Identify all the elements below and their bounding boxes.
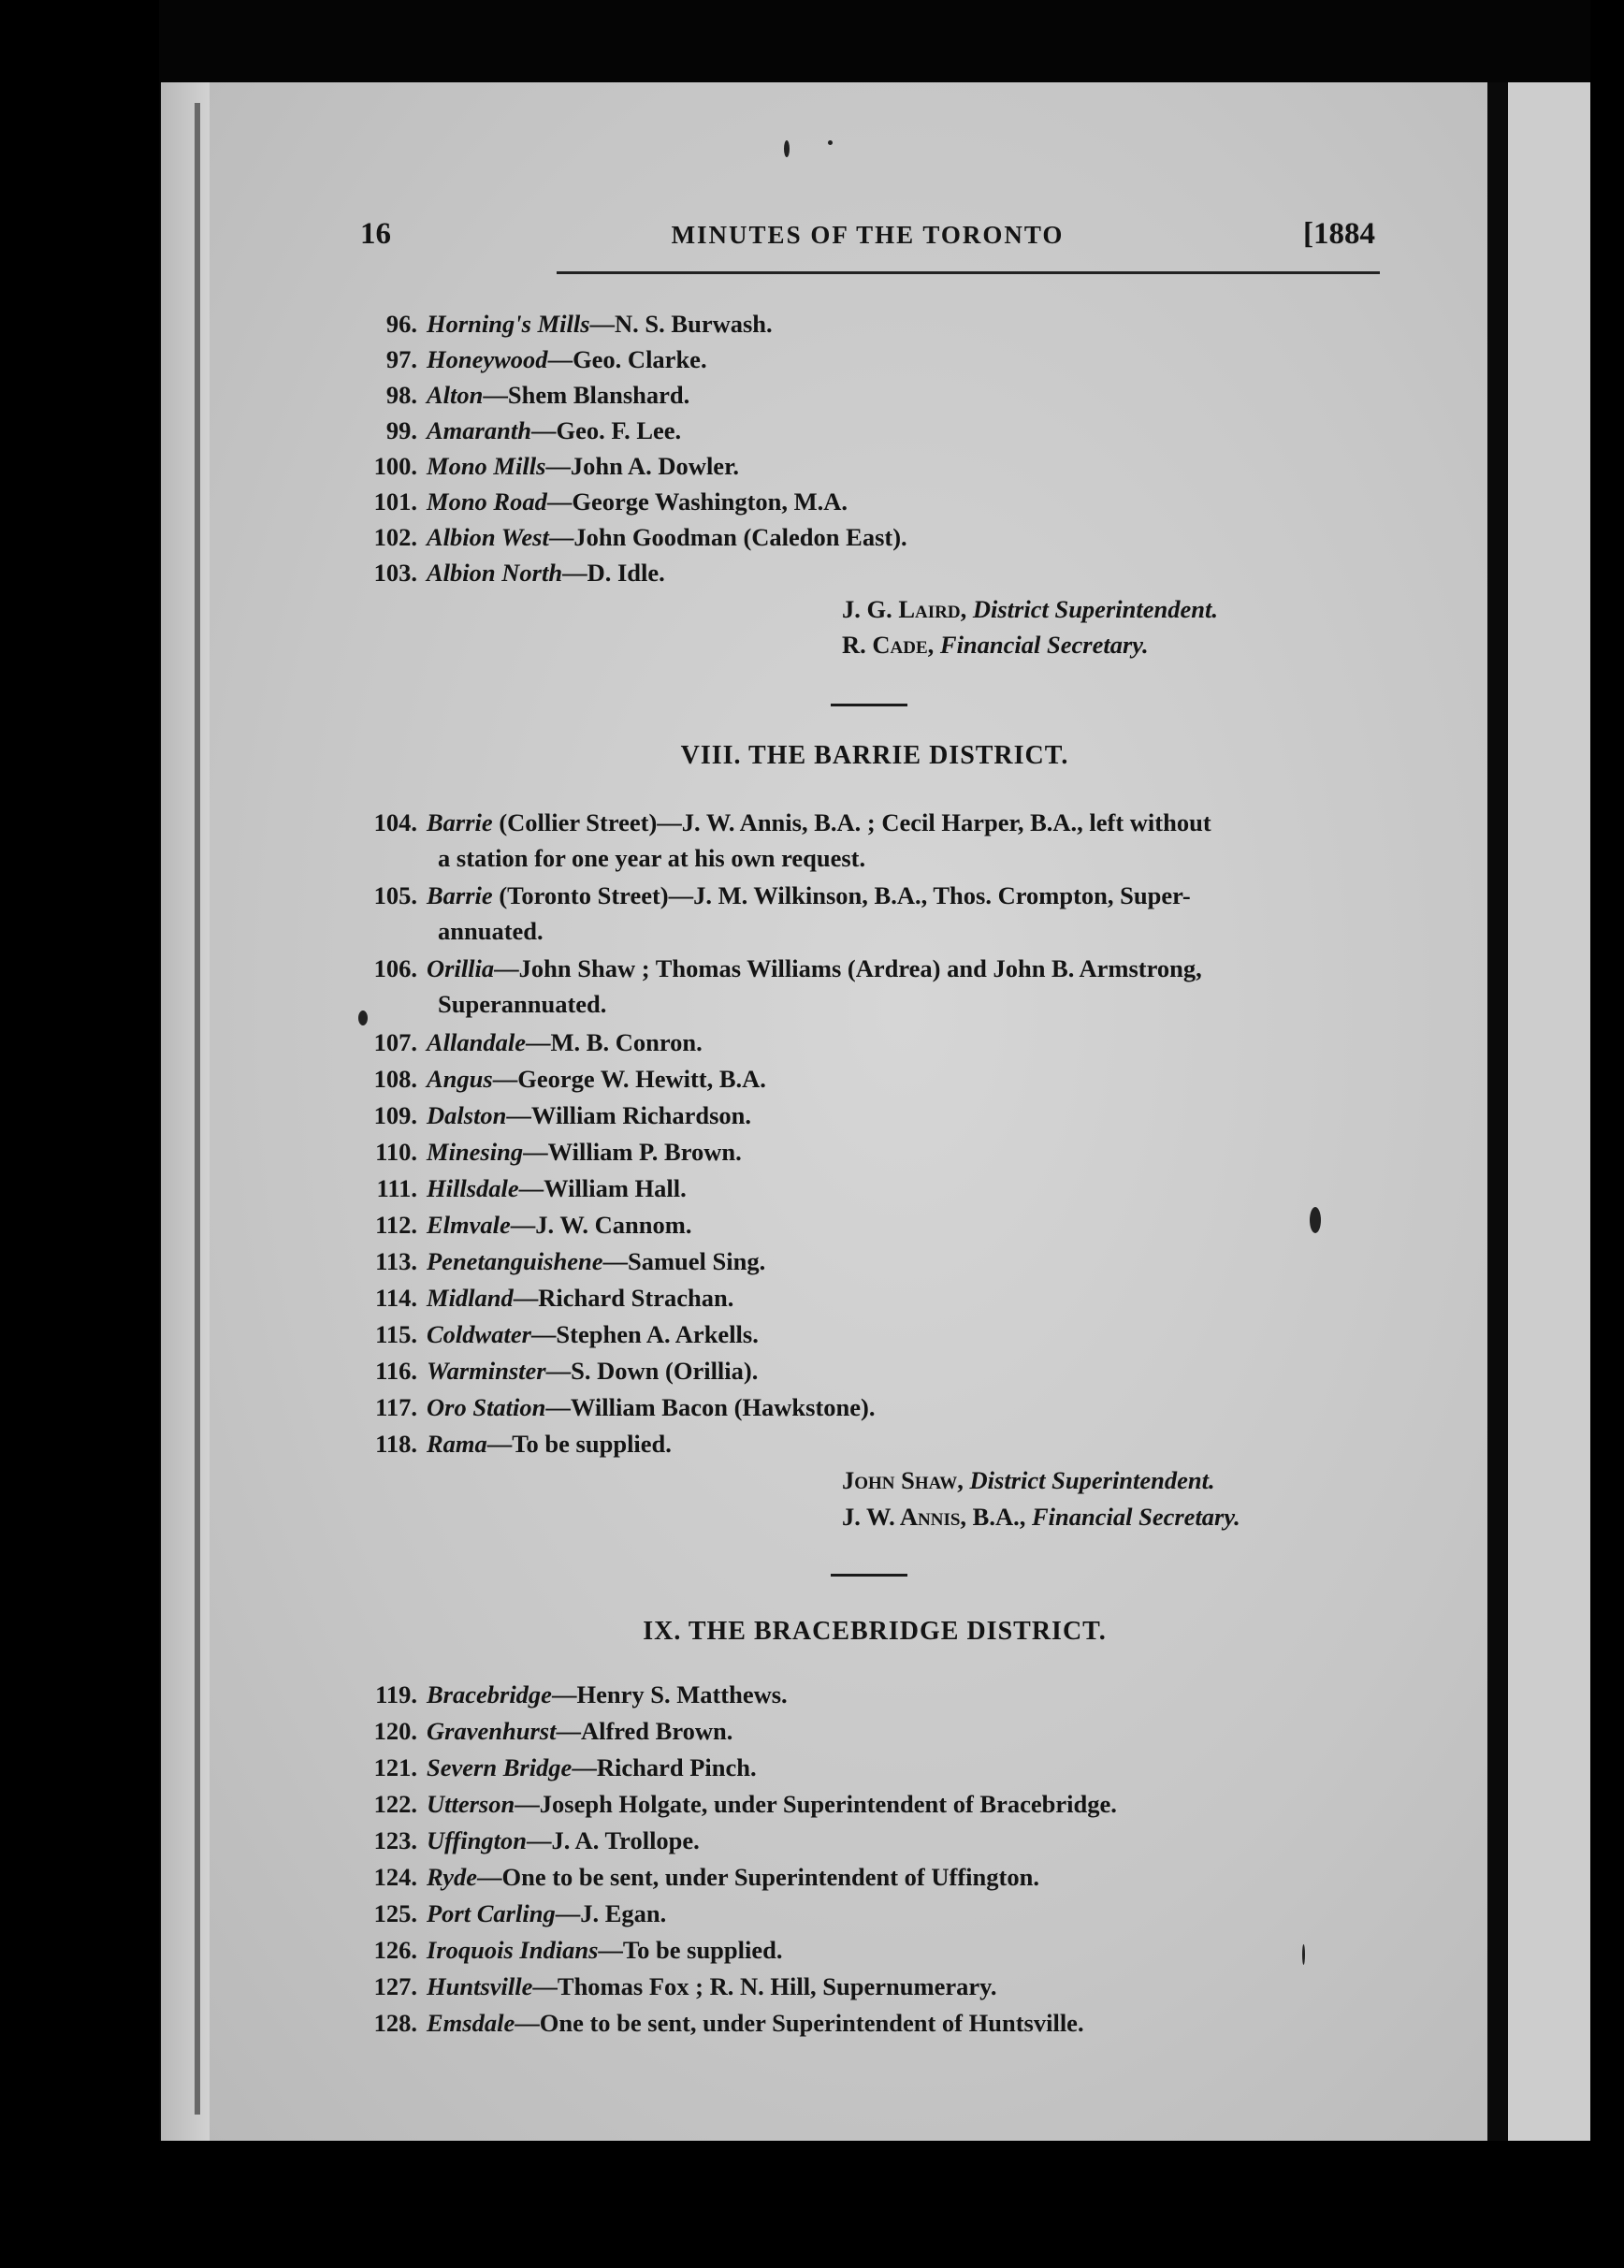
list-item: 119. Bracebridge—Henry S. Matthews. bbox=[375, 1680, 788, 1708]
list-item: 107. Allandale—M. B. Conron. bbox=[373, 1028, 703, 1056]
film-border-bottom bbox=[0, 2141, 1624, 2268]
list-item: 122. Utterson—Joseph Holgate, under Superintendent of Bracebridge. bbox=[373, 1790, 1117, 1818]
list-item: 115. Coldwater—Stephen A. Arkells. bbox=[375, 1320, 759, 1348]
section-divider bbox=[831, 1574, 907, 1577]
list-item: 104. Barrie (Collier Street)—J. W. Annis, B.A. ; Cecil Harper, B.A., left without a station for one year at his own request. bbox=[373, 808, 1211, 872]
page-number: 16 bbox=[360, 217, 391, 251]
section-divider bbox=[831, 704, 907, 706]
gutter-line bbox=[195, 103, 200, 2115]
signature-line: J. W. Annis, B.A., Financial Secretary. bbox=[842, 1503, 1240, 1531]
list-item: 111. Hillsdale—William Hall. bbox=[376, 1174, 687, 1202]
film-border-left bbox=[0, 0, 159, 2268]
list-item: 100. Mono Mills—John A. Dowler. bbox=[373, 452, 740, 480]
district-heading: IX. THE BRACEBRIDGE DISTRICT. bbox=[643, 1617, 1107, 1646]
scan-blemish bbox=[828, 140, 833, 145]
district-heading: VIII. THE BARRIE DISTRICT. bbox=[680, 741, 1069, 770]
list-item: 126. Iroquois Indians—To be supplied. bbox=[373, 1936, 783, 1964]
film-border-right bbox=[1590, 0, 1624, 2268]
list-item: 120. Gravenhurst—Alfred Brown. bbox=[373, 1717, 733, 1745]
list-item: 97. Honeywood—Geo. Clarke. bbox=[385, 345, 707, 373]
list-item: 98. Alton—Shem Blanshard. bbox=[385, 381, 690, 409]
scan-blemish bbox=[1302, 1944, 1305, 1965]
running-head: MINUTES OF THE TORONTO bbox=[671, 221, 1065, 249]
list-item: 101. Mono Road—George Washington, M.A. bbox=[373, 487, 848, 516]
list-item: 109. Dalston—William Richardson. bbox=[373, 1101, 752, 1129]
scan-blemish bbox=[1310, 1207, 1321, 1233]
page-header bbox=[360, 217, 1375, 264]
list-item: 118. Rama—To be supplied. bbox=[375, 1430, 672, 1458]
list-item: 116. Warminster—S. Down (Orillia). bbox=[375, 1357, 759, 1385]
page-fold-shadow bbox=[1487, 82, 1508, 2141]
signature-line: J. G. Laird, District Superintendent. bbox=[842, 595, 1218, 623]
list-item: 105. Barrie (Toronto Street)—J. M. Wilkinson, B.A., Thos. Crompton, Super- annuated. bbox=[373, 881, 1191, 945]
scan-blemish bbox=[358, 1010, 368, 1025]
list-item: 110. Minesing—William P. Brown. bbox=[375, 1138, 742, 1166]
page-binding-edge bbox=[161, 82, 210, 2141]
list-item: 114. Midland—Richard Strachan. bbox=[375, 1284, 734, 1312]
list-item: 99. Amaranth—Geo. F. Lee. bbox=[385, 416, 682, 444]
list-item: 121. Severn Bridge—Richard Pinch. bbox=[373, 1753, 757, 1781]
list-item: 106. Orillia—John Shaw ; Thomas Williams (Ardrea) and John B. Armstrong, Superannuated. bbox=[373, 954, 1202, 1018]
signature-line: R. Cade, Financial Secretary. bbox=[842, 631, 1149, 659]
list-item: 124. Ryde—One to be sent, under Superintendent of Uffington. bbox=[373, 1863, 1039, 1891]
list-item: 96. Horning's Mills—N. S. Burwash. bbox=[385, 310, 773, 338]
list-item: 125. Port Carling—J. Egan. bbox=[373, 1899, 667, 1927]
list-item: 117. Oro Station—William Bacon (Hawkstone). bbox=[375, 1393, 876, 1421]
list-item: 113. Penetanguishene—Samuel Sing. bbox=[375, 1247, 766, 1275]
year-marker: [1884 bbox=[1303, 217, 1375, 251]
scan-blemish bbox=[784, 140, 790, 157]
list-item: 112. Elmvale—J. W. Cannom. bbox=[375, 1211, 692, 1239]
list-item: 123. Uffington—J. A. Trollope. bbox=[373, 1826, 700, 1854]
header-rule bbox=[557, 271, 1380, 274]
list-item: 128. Emsdale—One to be sent, under Superintendent of Huntsville. bbox=[373, 2009, 1084, 2037]
list-item: 108. Angus—George W. Hewitt, B.A. bbox=[373, 1065, 766, 1093]
list-item: 102. Albion West—John Goodman (Caledon East). bbox=[373, 523, 907, 551]
list-item: 103. Albion North—D. Idle. bbox=[373, 559, 665, 587]
signature-line: John Shaw, District Superintendent. bbox=[842, 1466, 1215, 1494]
list-item: 127. Huntsville—Thomas Fox ; R. N. Hill, Supernumerary. bbox=[373, 1972, 997, 2000]
